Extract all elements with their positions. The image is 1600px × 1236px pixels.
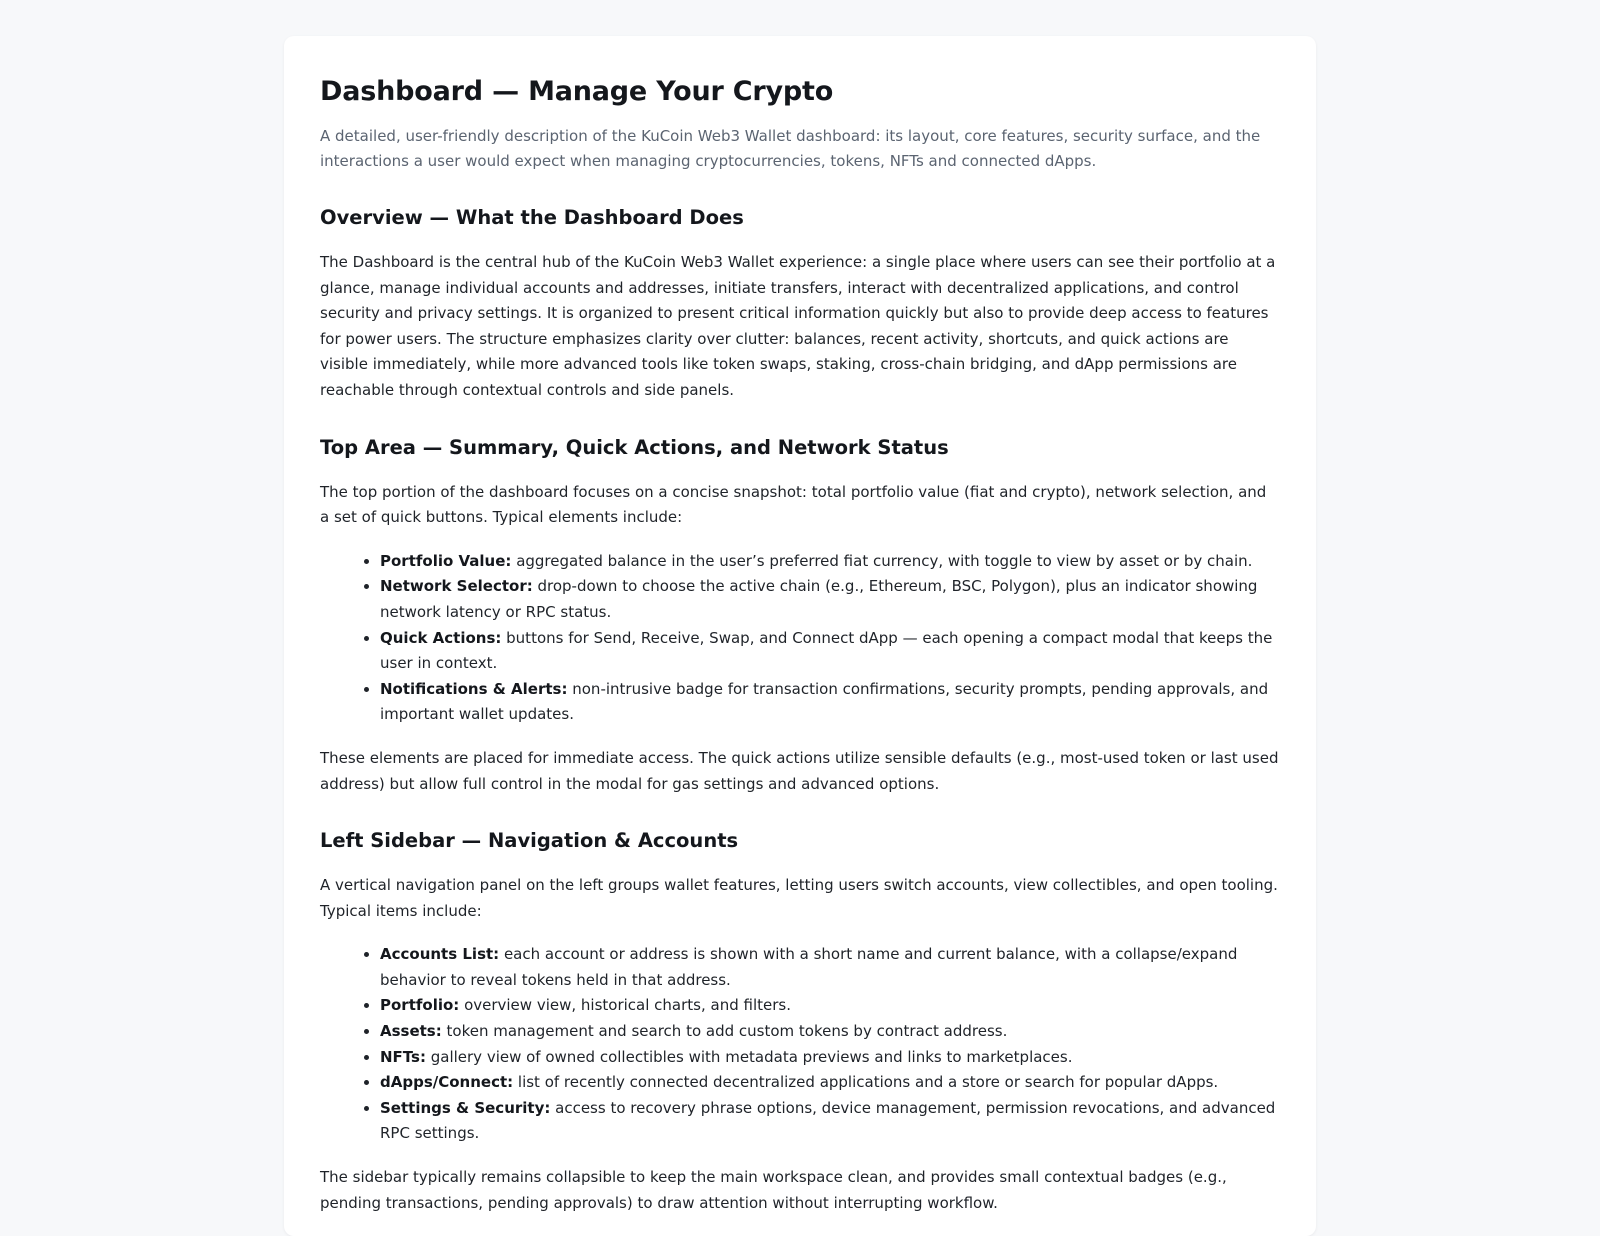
list-item-portfolio-value <box>380 549 1280 575</box>
overview-heading: Overview — What the Dashboard Does <box>320 206 744 229</box>
top-area-intro: The top portion of the dashboard focuses on a concise snapshot: total portfolio value (fiat and crypto), network selection, and a set of quick buttons. Typical elements include: <box>320 482 1267 527</box>
list-item-desc: each account or address is shown with a short name and current balance, with a collapse/expand behavior to reveal tokens held in that address. <box>380 945 1238 989</box>
list-item-term: Settings & Security: <box>380 1098 551 1117</box>
list-item-portfolio <box>380 993 1280 1019</box>
list-item-assets <box>380 1019 1280 1045</box>
list-item-term: Notifications & Alerts: <box>380 679 568 698</box>
list-item-term: NFTs: <box>380 1047 426 1066</box>
page-title: Dashboard — Manage Your Crypto <box>320 76 834 107</box>
list-item-term: Accounts List: <box>380 945 500 964</box>
list-item-term: Network Selector: <box>380 577 533 596</box>
list-item-dapps <box>380 1070 1280 1096</box>
top-area-heading: Top Area — Summary, Quick Actions, and Network Status <box>320 435 949 459</box>
list-item-desc: non-intrusive badge for transaction confirmations, security prompts, pending approvals, and important wallet updates. <box>380 679 1269 724</box>
top-area-list <box>320 549 1280 728</box>
left-sidebar-heading: Left Sidebar — Navigation & Accounts <box>320 829 739 853</box>
list-item-settings <box>380 1096 1280 1147</box>
overview-section <box>320 204 1280 404</box>
left-sidebar-outro: The sidebar typically remains collapsible to keep the main workspace clean, and provides small contextual badges (e.g., pending transactions, pending approvals) to draw attention without interrupting workflow. <box>320 1168 1227 1212</box>
list-item-quick-actions <box>380 626 1280 677</box>
left-sidebar-intro: A vertical navigation panel on the left groups wallet features, letting users switch accounts, view collectibles, and open tooling. Typical items include: <box>320 876 1278 920</box>
list-item-term: dApps/Connect: <box>380 1073 514 1092</box>
list-item-desc: drop-down to choose the active chain (e.g., Ethereum, BSC, Polygon), plus an indicator showing network latency or RPC status. <box>380 577 1258 621</box>
document-card <box>284 36 1316 1236</box>
list-item-term: Portfolio: <box>380 996 460 1015</box>
left-sidebar-section <box>320 827 1280 1216</box>
page-lead: A detailed, user-friendly description of the KuCoin Web3 Wallet dashboard: its layout, core features, security surface, and the interactions a user would expect when managing cryptocurrencies, tokens, NFTs and connected dApps. <box>320 127 1261 170</box>
list-item-desc: aggregated balance in the user’s preferred fiat currency, with toggle to view by asset or by chain. <box>511 551 1253 570</box>
list-item-desc: overview view, historical charts, and filters. <box>459 996 791 1015</box>
list-item-desc: access to recovery phrase options, device management, permission revocations, and advanced RPC settings. <box>380 1098 1276 1143</box>
list-item-desc: token management and search to add custom tokens by contract address. <box>441 1022 1008 1041</box>
list-item-notifications <box>380 677 1280 728</box>
list-item-nfts <box>380 1045 1280 1071</box>
list-item-desc: list of recently connected decentralized applications and a store or search for popular dApps. <box>513 1073 1219 1092</box>
list-item-term: Assets: <box>380 1022 442 1041</box>
list-item-desc: buttons for Send, Receive, Swap, and Connect dApp — each opening a compact modal that keeps the user in context. <box>380 628 1273 673</box>
list-item-network-selector <box>380 574 1280 625</box>
top-area-section <box>320 434 1280 798</box>
list-item-term: Quick Actions: <box>380 628 502 647</box>
left-sidebar-list <box>320 942 1280 1147</box>
top-area-outro: These elements are placed for immediate access. The quick actions utilize sensible defaults (e.g., most-used token or last used address) but allow full control in the modal for gas settings and advanced options. <box>320 748 1279 793</box>
list-item-desc: gallery view of owned collectibles with metadata previews and links to marketplaces. <box>425 1047 1073 1066</box>
overview-body: The Dashboard is the central hub of the KuCoin Web3 Wallet experience: a single place where users can see their portfolio at a glance, manage individual accounts and addresses, initiate transfers, interact with decentralized applications, and control security and privacy settings. It is organized to present critical information quickly but also to provide deep access to features for power users. The structure emphasizes clarity over clutter: balances, recent activity, shortcuts, and quick actions are visible immediately, while more advanced tools like token swaps, staking, cross-chain bridging, and dApp permissions are reachable through contextual controls and side panels. <box>320 253 1276 399</box>
list-item-term: Portfolio Value: <box>380 551 512 570</box>
list-item-accounts <box>380 942 1280 993</box>
